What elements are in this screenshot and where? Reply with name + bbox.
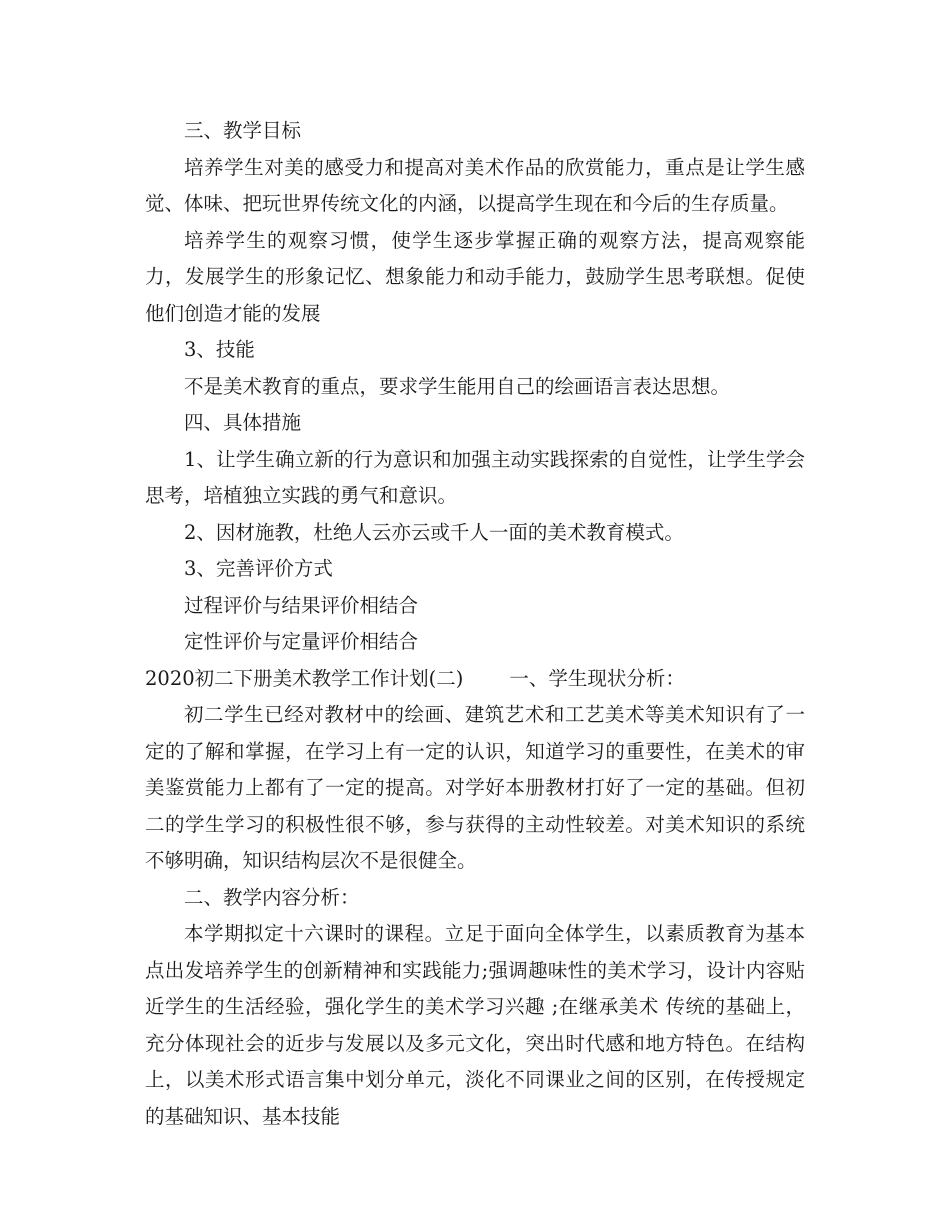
section-heading-student-analysis: 一、学生现状分析： <box>509 666 685 690</box>
list-item: 3、完善评价方式 <box>184 557 333 580</box>
paragraph: 定性评价与定量评价相结合 <box>184 630 419 653</box>
section-heading-content-analysis: 二、教学内容分析： <box>184 885 360 909</box>
paragraph: 过程评价与结果评价相结合 <box>184 593 419 617</box>
paragraph: 培养学生对美的感受力和提高对美术作品的欣赏能力，重点是让学生感觉、体味、把玩世界传统文化的内涵，以提高学生现在和今后的生存质量。 <box>145 155 805 215</box>
paragraph: 初二学生已经对教材中的绘画、建筑艺术和工艺美术等美术知识有了一定的了解和掌握，在学习上有一定的认识，知道学习的重要性，在美术的审美鉴赏能力上都有了一定的提高。对学好本册教材打好了一定的基础。但初二的学生学习的积极性很不够，参与获得的主动性较差。对美术知识的系统不够明确，知识结构层次不是很健全。 <box>145 703 805 872</box>
sub-heading-skills: 3、技能 <box>184 338 255 361</box>
list-item: 2、因材施教，杜绝人云亦云或千人一面的美术教育模式。 <box>184 520 684 544</box>
paragraph: 不是美术教育的重点，要求学生能用自己的绘画语言表达思想。 <box>184 374 731 398</box>
section-heading-teaching-goals: 三、教学目标 <box>184 119 302 142</box>
section-heading-measures: 四、具体措施 <box>184 411 302 434</box>
plan-heading <box>145 661 805 698</box>
plan-title: 2020初二下册美术教学工作计划(二) <box>145 666 464 690</box>
list-item: 1、让学生确立新的行为意识和加强主动实践探索的自觉性，让学生学会思考，培植独立实践的勇气和意识。 <box>145 447 805 507</box>
paragraph: 本学期拟定十六课时的课程。立足于面向全体学生，以素质教育为基本点出发培养学生的创新精神和实践能力;强调趣味性的美术学习，设计内容贴近学生的生活经验，强化学生的美术学习兴趣 ;在继承美术 传统的基础上，充分体现社会的近步与发展以及多元文化，突出时代感和地方特色。在结构上，以美术形式语言集中划分单元，淡化不同课业之间的区别，在传授规定的基础知识、基本技能 <box>145 922 805 1128</box>
paragraph: 培养学生的观察习惯，使学生逐步掌握正确的观察方法，提高观察能力，发展学生的形象记忆、想象能力和动手能力，鼓励学生思考联想。促使他们创造才能的发展 <box>145 228 805 325</box>
document-body <box>145 113 805 1135</box>
